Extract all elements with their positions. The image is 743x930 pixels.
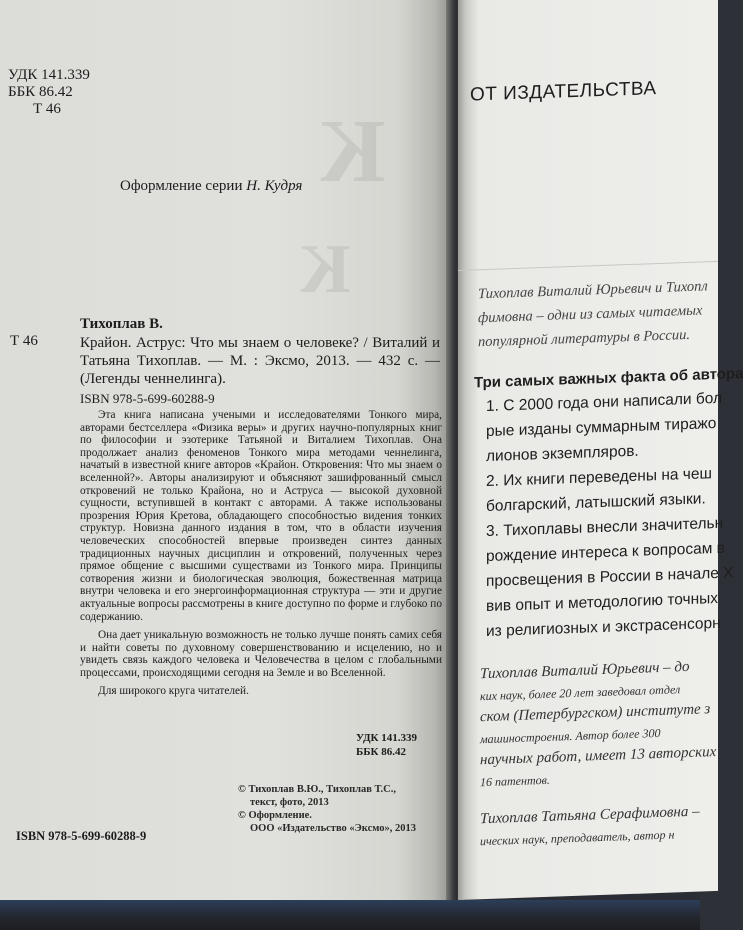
- fact-line: 3. Тихоплавы внесли значительн: [486, 514, 724, 541]
- bibliographic-entry: Крайон. Аструс: Что мы знаем о человеке? / Виталий и Татьяна Тихоплав. — М. : Эксмо, 2013. — 432 с. — (Легенды ченнелинга).: [80, 335, 440, 387]
- bbk-line: ББК 86.42: [8, 84, 73, 100]
- book-bottom-edge: [0, 900, 700, 930]
- fact-line: 2. Их книги переведены на чеш: [486, 465, 712, 491]
- abstract-paragraph: Она дает уникальную возможность не только лучше понять самих себя и найти советы по духовному совершенствованию и исцелению, но и увидеть связь каждого человека и Человечества в целом с глобальными процессами, происходящими сегодня на Земле и во Вселенной.: [80, 629, 442, 679]
- right-page-title: ОТ ИЗДАТЕЛЬСТВА: [470, 78, 657, 106]
- fact-line: болгарский, латышский языки.: [486, 490, 706, 516]
- isbn-top: ISBN 978-5-699-60288-9: [80, 391, 215, 406]
- bio-line: ических наук, преподаватель, автор н: [480, 827, 675, 849]
- intro-line: Тихоплав Виталий Юрьевич и Тихопл: [478, 278, 708, 303]
- fact-line: рые изданы суммарным тиражо: [486, 414, 717, 441]
- facts-heading: Три самых важных факта об автора: [474, 365, 743, 392]
- code-line: Т 46: [33, 101, 61, 117]
- bio-line: Тихоплав Виталий Юрьевич – до: [480, 658, 690, 683]
- ghost-print-mark: К: [300, 231, 351, 308]
- series-prefix: Оформление серии: [120, 178, 243, 194]
- fact-line: 1. С 2000 года они написали бол: [486, 389, 723, 416]
- copyright-line: © Оформление.: [238, 810, 312, 821]
- udk-bottom: [356, 731, 417, 759]
- divider: [458, 261, 718, 271]
- abstract: [80, 409, 442, 698]
- bio-tatyana: [480, 800, 700, 851]
- facts-list: [486, 385, 734, 644]
- ghost-print-mark: К: [320, 102, 386, 201]
- intro-line: фимовна – одни из самых читаемых: [478, 302, 703, 327]
- series-credit: [120, 179, 302, 194]
- fact-line: из религиозных и экстрасенсорн: [486, 614, 721, 641]
- bio-line: 16 патентов.: [480, 772, 550, 790]
- bio-vitaly: [480, 654, 716, 791]
- copyright-block: [238, 783, 448, 835]
- bio-line: машиностроения. Автор более 300: [480, 725, 661, 747]
- fact-line: просвещения в России в начале Х: [486, 564, 734, 591]
- bio-line: Тихоплав Татьяна Серафимовна –: [480, 803, 700, 828]
- copyright-line: ООО «Издательство «Эксмо», 2013: [250, 823, 417, 834]
- fact-line: лионов экземпляров.: [486, 442, 639, 466]
- bio-line: ском (Петербургском) институте з: [480, 701, 711, 726]
- fact-line: вив опыт и методологию точных: [486, 589, 719, 616]
- bio-line: ких наук, более 20 лет заведовал отдел: [480, 682, 681, 704]
- series-designer: Н. Кудря: [246, 178, 303, 194]
- copyright-line: © Тихоплав В.Ю., Тихоплав Т.С.,: [238, 784, 396, 795]
- intro-line: популярной литературы в России.: [478, 326, 690, 351]
- abstract-paragraph: Для широкого круга читателей.: [98, 685, 249, 698]
- abstract-paragraph: Эта книга написана учеными и исследователями Тонкого мира, авторами бестселлера «Физика веры» и других научно-популярных книг по философии и эзотерике Татьяной и Виталием Тихоплав. Она продолжает анализ феноменов Тонкого мира методами ченнелинга, начатый в известной книге авторов «Крайон. Откровения: Что мы знаем о вселенной?». Авторы анализируют и объясняют зашифрованный смысл откровений не только Крайона, но и Аструса — высокой духовной сущности, вступившей в контакт с авторами. А также использованы прозрения Юрия Кретова, обладающего способностью видения тонких структур. Новизна данного издания в том, что в области изучения человеческих способностей впервые произведен синтез данных традиционных научных дисциплин и откровений, полученных через прямое общение с высшими существами из Тонкого мира. Принципы сотворения жизни и биологическая эволюция, божественная матрица внутри человека и его энергоинформационная структура — эти и другие актуальные вопросы рассмотрены в книге доступно по форме и глубоко по содержанию.: [80, 409, 442, 623]
- bbk-line: ББК 86.42: [356, 746, 407, 758]
- bio-line: научных работ, имеет 13 авторских: [480, 743, 717, 769]
- intro-text: [478, 274, 708, 354]
- udk-line: УДК 141.339: [356, 732, 418, 744]
- udk-block: [8, 67, 90, 118]
- copyright-line: текст, фото, 2013: [250, 797, 329, 808]
- isbn-bottom: ISBN 978-5-699-60288-9: [16, 829, 147, 843]
- classification-code: Т 46: [10, 333, 38, 349]
- fact-line: рождение интереса к вопросам в: [486, 539, 725, 566]
- udk-line: УДК 141.339: [8, 67, 90, 83]
- right-page: [458, 0, 743, 900]
- author-heading: Тихоплав В.: [80, 316, 163, 332]
